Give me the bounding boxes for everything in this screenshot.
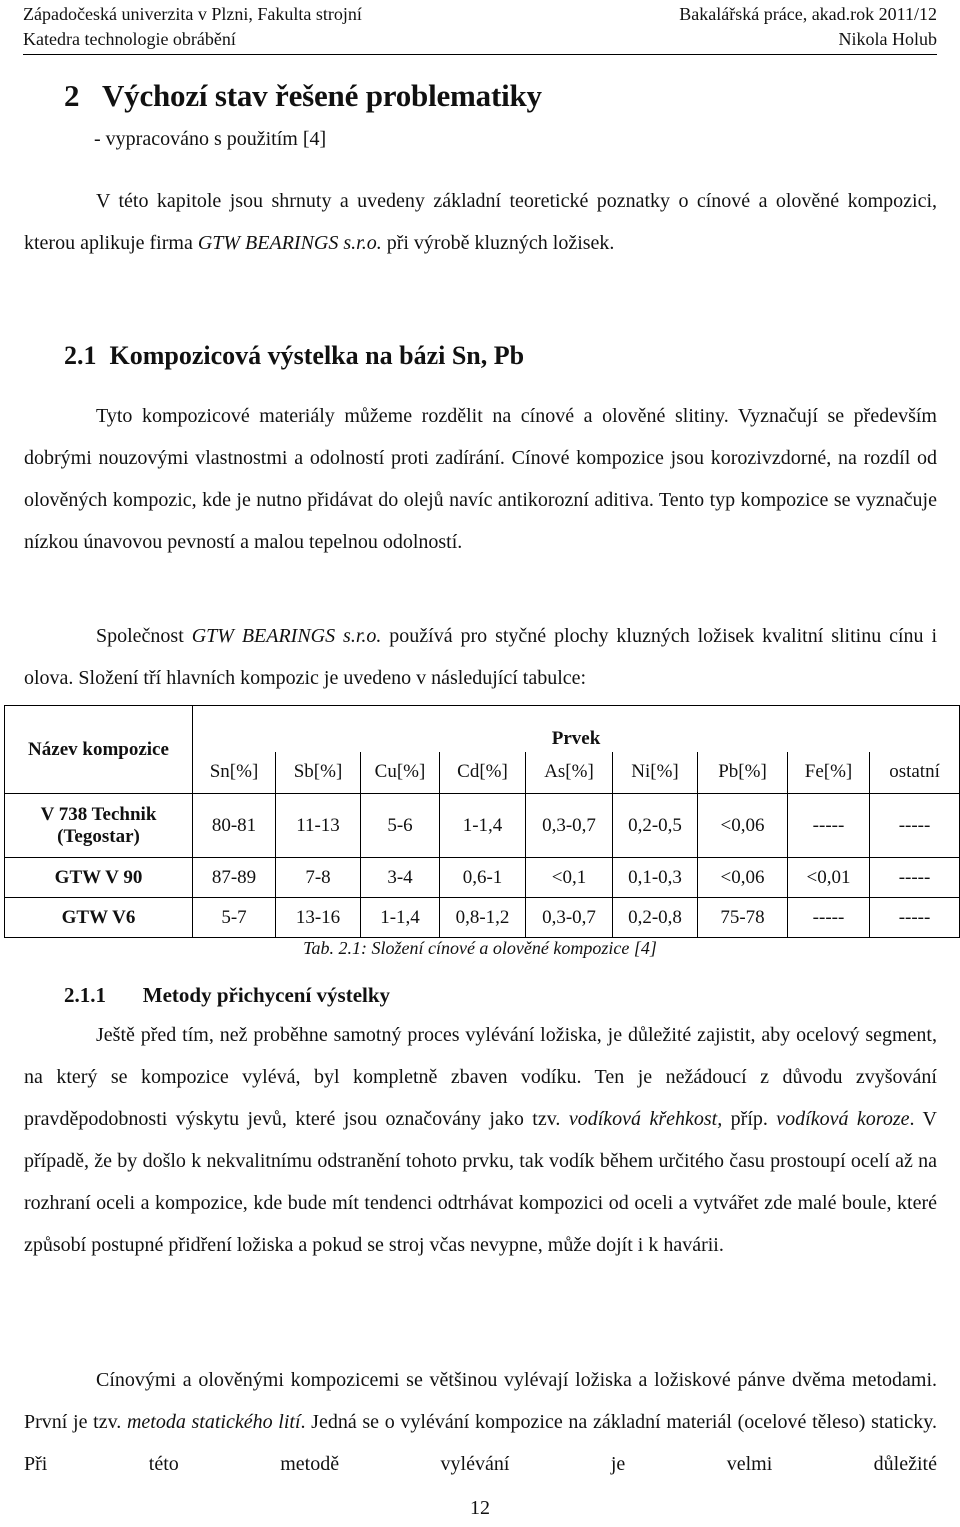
subsection-title: Metody přichycení výstelky [142, 983, 391, 1007]
header-divider [23, 54, 937, 55]
sub-p1-text-a: Ještě před tím, než proběhne samotný proces vylévání ložiska, je důležité zajistit, aby ocelový segment, na který se kompozice vylévá, byl kompletně zbaven vodíku. Ten je nežádoucí z důvodu zvyšování pravděpodobnosti výskytu jevů, které jsou označovány jako tzv. [24, 1024, 937, 1130]
table-cell: 75-78 [698, 898, 788, 938]
table-group-header-row [5, 706, 960, 752]
sub-p2-text-b: . Jedná se o vylévání kompozice na základní materiál (ocelové těleso) staticky. Při této metodě vylévání je velmi důležité [24, 1411, 937, 1475]
col-header: ostatní [870, 752, 960, 794]
sub-p1-text-c: . V případě, že by došlo k nekvalitnímu odstranění tohoto prvku, tak vodík během určitého času prostoupí ocelí až na rozhraní oceli a kompozice, kde bude mít tendenci odtrhávat kompozici od oceli a vytvářet zde malé boule, které způsobí postupné přidření ložiska a pokud se stroj včas nevypne, může dojít i k havárii. [24, 1108, 937, 1256]
table-cell: 80-81 [193, 794, 276, 858]
row-name: GTW V 90 [5, 858, 193, 898]
table-cell: 0,2-0,8 [613, 898, 698, 938]
chapter-source-note: - vypracováno s použitím [4] [94, 128, 327, 150]
subsection-paragraph-1 [24, 1014, 937, 1266]
header-thesis: Bakalářská práce, akad.rok 2011/12 [679, 4, 937, 24]
header-author: Nikola Holub [838, 29, 937, 49]
section-title: Kompozicová výstelka na bázi Sn, Pb [109, 341, 525, 370]
para2-text-1: Společnost [96, 625, 192, 647]
col-header: Pb[%] [698, 752, 788, 794]
chapter-title: Výchozí stav řešené problematiky [101, 78, 542, 113]
table-cell: 0,2-0,5 [613, 794, 698, 858]
term-static-casting: metoda statického lití [126, 1411, 301, 1433]
table-cell: <0,06 [698, 794, 788, 858]
table-cell: 0,3-0,7 [526, 794, 613, 858]
table-row [5, 898, 960, 938]
section-paragraph-2 [24, 615, 937, 699]
col-header: Sb[%] [276, 752, 361, 794]
section-number: 2.1 [64, 341, 97, 370]
header-department: Katedra technologie obrábění [23, 29, 236, 49]
intro-text-1: V této kapitole jsou shrnuty a uvedeny základní teoretické poznatky o cínové a olověné kompozici, kterou aplikuje firma [24, 190, 937, 254]
table-cell: ----- [788, 898, 870, 938]
subsection-number: 2.1.1 [64, 983, 106, 1007]
col-header: Ni[%] [613, 752, 698, 794]
intro-company: GTW BEARINGS s.r.o. [197, 232, 382, 254]
page-number: 12 [470, 1497, 490, 1519]
table-cell: 0,1-0,3 [613, 858, 698, 898]
composition-table [4, 705, 960, 938]
term-hydrogen-corrosion: vodíková koroze [776, 1108, 910, 1130]
table-cell: ----- [870, 898, 960, 938]
term-hydrogen-embrittlement: vodíková křehkost, [568, 1108, 723, 1130]
table-cell: 11-13 [276, 794, 361, 858]
col-header: As[%] [526, 752, 613, 794]
row-name: V 738 Technik (Tegostar) [5, 794, 193, 858]
table-cell: 0,8-1,2 [440, 898, 526, 938]
table-cell: <0,01 [788, 858, 870, 898]
header-university: Západočeská univerzita v Plzni, Fakulta strojní [23, 4, 362, 24]
col-header: Fe[%] [788, 752, 870, 794]
para2-company: GTW BEARINGS s.r.o. [191, 625, 382, 647]
intro-text-2: při výrobě kluzných ložisek. [381, 232, 615, 254]
table-cell: 0,6-1 [440, 858, 526, 898]
table-cell: 3-4 [361, 858, 440, 898]
table-row [5, 794, 960, 858]
para2-text-2: používá pro styčné plochy kluzných ložisek kvalitní slitinu cínu i olova. Složení tří hlavních kompozic je uvedeno v následující tabulce: [24, 625, 938, 689]
table-cell: 87-89 [193, 858, 276, 898]
table-cell: 1-1,4 [440, 794, 526, 858]
table-cell: <0,06 [698, 858, 788, 898]
table-cell: 7-8 [276, 858, 361, 898]
table-element-group-header: Prvek [193, 706, 960, 752]
table-caption: Tab. 2.1: Složení cínové a olověné kompozice [4] [303, 938, 657, 958]
table-name-header: Název kompozice [5, 706, 193, 794]
section-heading [64, 341, 524, 371]
table-cell: ----- [788, 794, 870, 858]
col-header: Sn[%] [193, 752, 276, 794]
table-cell: 1-1,4 [361, 898, 440, 938]
sub-p1-text-b: příp. [722, 1108, 777, 1130]
table-cell: <0,1 [526, 858, 613, 898]
col-header: Cu[%] [361, 752, 440, 794]
chapter-number: 2 [64, 78, 80, 113]
table-cell: 5-6 [361, 794, 440, 858]
table-cell: ----- [870, 858, 960, 898]
row-name: GTW V6 [5, 898, 193, 938]
table-cell: ----- [870, 794, 960, 858]
chapter-heading [64, 78, 542, 114]
table-cell: 13-16 [276, 898, 361, 938]
chapter-intro-paragraph [24, 180, 937, 264]
subsection-heading [64, 983, 390, 1008]
page-header [23, 2, 937, 52]
table-cell: 5-7 [193, 898, 276, 938]
section-paragraph-1: Tyto kompozicové materiály můžeme rozdělit na cínové a olověné slitiny. Vyznačují se především dobrými nouzovými vlastnostmi a odolností proti zadírání. Cínové kompozice jsou korozivzdorné, na rozdíl od olověných kompozic, kde je nutno přidávat do olejů navíc antikorozní aditiva. Tento typ kompozice se vyznačuje nízkou únavovou pevností a malou tepelnou odolností. [24, 405, 937, 553]
table-cell: 0,3-0,7 [526, 898, 613, 938]
col-header: Cd[%] [440, 752, 526, 794]
table-row [5, 858, 960, 898]
sub-p2-text-a: Cínovými a olověnými kompozicemi se většinou vylévají ložiska a ložiskové pánve dvěma metodami. První je tzv. [24, 1369, 937, 1433]
